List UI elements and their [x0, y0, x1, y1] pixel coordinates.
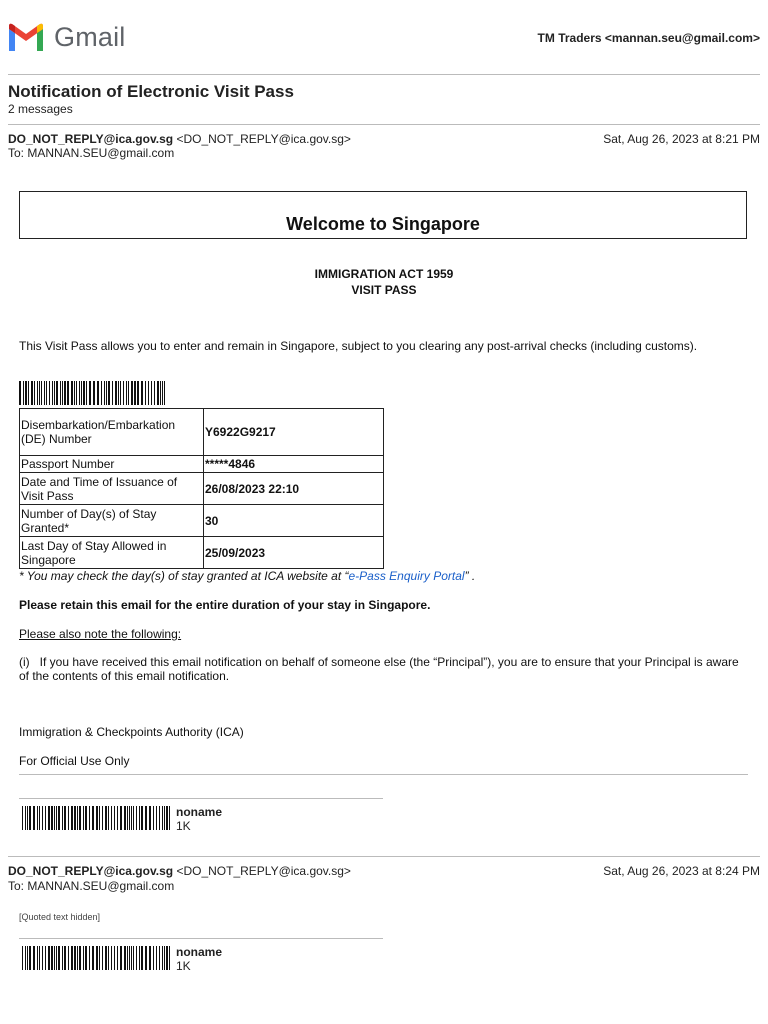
message1-date: Sat, Aug 26, 2023 at 8:21 PM	[603, 132, 760, 146]
visit-pass-table	[19, 408, 384, 569]
row-value: 30	[204, 505, 384, 537]
row-label: Last Day of Stay Allowed in Singapore	[20, 537, 204, 569]
authority-name: Immigration & Checkpoints Authority (ICA)	[19, 725, 244, 739]
row-label: Passport Number	[20, 456, 204, 473]
attachment-divider	[19, 938, 383, 939]
note-item-i: (i) If you have received this email notification on behalf of someone else (the “Principal”), you are to ensure that your Principal is aware of the contents of this email notification.	[19, 655, 739, 683]
please-note-heading: Please also note the following:	[19, 627, 182, 641]
attachment-thumbnail-icon	[22, 946, 170, 970]
body-divider	[19, 774, 748, 775]
welcome-title: Welcome to Singapore	[286, 213, 480, 234]
row-value: *****4846	[204, 456, 384, 473]
table-row	[20, 537, 384, 569]
pass-type-title: VISIT PASS	[351, 283, 417, 297]
welcome-banner	[19, 191, 747, 239]
message1-sender	[8, 132, 351, 146]
message2-recipient: To: MANNAN.SEU@gmail.com	[8, 879, 175, 893]
note-suffix: ” .	[464, 569, 476, 583]
header-divider	[8, 74, 760, 75]
attachment-thumbnail-icon	[22, 806, 170, 830]
sender-email: <DO_NOT_REPLY@ica.gov.sg>	[176, 864, 351, 878]
gmail-logo-icon	[6, 22, 46, 52]
attachment-divider	[19, 798, 383, 799]
table-row	[20, 456, 384, 473]
stay-note	[19, 569, 475, 583]
message2-date: Sat, Aug 26, 2023 at 8:24 PM	[603, 864, 760, 878]
sender-email: <DO_NOT_REPLY@ica.gov.sg>	[176, 132, 351, 146]
thread-subject: Notification of Electronic Visit Pass	[8, 82, 294, 101]
official-use-label: For Official Use Only	[19, 754, 130, 768]
row-label: Disembarkation/Embarkation (DE) Number	[20, 409, 204, 456]
row-value: 26/08/2023 22:10	[204, 473, 384, 505]
row-label: Date and Time of Issuance of Visit Pass	[20, 473, 204, 505]
row-value: Y6922G9217	[204, 409, 384, 456]
message-divider	[8, 856, 760, 857]
attachment-size: 1K	[176, 959, 191, 973]
subject-divider	[8, 124, 760, 125]
epass-portal-link[interactable]: e-Pass Enquiry Portal	[348, 569, 465, 583]
intro-paragraph: This Visit Pass allows you to enter and remain in Singapore, subject to you clearing any post-arrival checks (including customs).	[19, 339, 698, 353]
row-label: Number of Day(s) of Stay Granted*	[20, 505, 204, 537]
table-row	[20, 505, 384, 537]
table-row	[20, 473, 384, 505]
row-value: 25/09/2023	[204, 537, 384, 569]
account-label: TM Traders <mannan.seu@gmail.com>	[537, 31, 760, 45]
attachment-name: noname	[176, 805, 223, 819]
table-row	[20, 409, 384, 456]
message-count: 2 messages	[8, 102, 73, 116]
act-title: IMMIGRATION ACT 1959	[314, 267, 454, 281]
attachment-name: noname	[176, 945, 223, 959]
retain-notice: Please retain this email for the entire duration of your stay in Singapore.	[19, 598, 431, 612]
message1-recipient: To: MANNAN.SEU@gmail.com	[8, 146, 175, 160]
pass-barcode-icon	[19, 381, 166, 405]
attachment-size: 1K	[176, 819, 191, 833]
quoted-text-toggle[interactable]: [Quoted text hidden]	[19, 912, 101, 922]
gmail-wordmark: Gmail	[54, 22, 126, 52]
note-text: * You may check the day(s) of stay granted at ICA website at “	[19, 569, 349, 583]
message2-sender	[8, 864, 351, 878]
sender-name: DO_NOT_REPLY@ica.gov.sg	[8, 132, 174, 146]
sender-name: DO_NOT_REPLY@ica.gov.sg	[8, 864, 174, 878]
